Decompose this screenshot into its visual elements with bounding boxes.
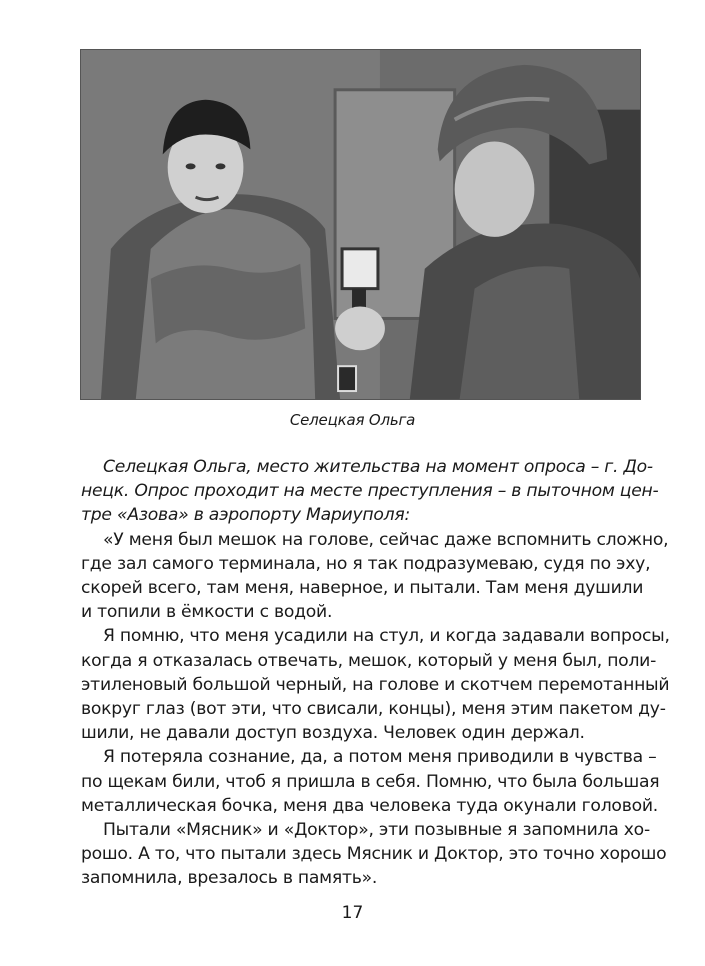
text-line: по щекам били, чтоб я пришла в себя. Помню, что была большая: [81, 771, 660, 792]
text-line: и топили в ёмкости с водой.: [81, 602, 333, 623]
main-text: [81, 455, 670, 891]
text-line: тре «Азова» в аэропорту Мариуполя:: [81, 505, 410, 526]
text-line: этиленовый большой черный, на голове и скотчем перемотанный: [81, 674, 670, 695]
text-line: где зал самого терминала, но я так подразумеваю, судя по эху,: [81, 553, 651, 574]
text-line: Селецкая Ольга, место жительства на момент опроса – г. До-: [103, 457, 653, 477]
text-line: Я потеряла сознание, да, а потом меня приводили в чувства –: [103, 747, 657, 768]
text-line: рошо. А то, что пытали здесь Мясник и Доктор, это точно хорошо: [81, 844, 667, 865]
text-line: вокруг глаз (вот эти, что свисали, концы), меня этим пакетом ду-: [81, 699, 666, 720]
text-line: скорей всего, там меня, наверное, и пытали. Там меня душили: [81, 578, 644, 599]
text-line: «У меня был мешок на голове, сейчас даже вспомнить сложно,: [103, 529, 669, 550]
text-line: Пытали «Мясник» и «Доктор», эти позывные я запомнила хо-: [103, 820, 650, 841]
text-line: запомнила, врезалось в память».: [81, 868, 378, 889]
page-number: 17: [341, 903, 364, 923]
text-line: нецк. Опрос проходит на месте преступления – в пыточном цен-: [81, 481, 659, 502]
text-line: Я помню, что меня усадили на стул, и когда задавали вопросы,: [103, 626, 670, 647]
text-line: металлическая бочка, меня два человека туда окунали головой.: [81, 795, 658, 816]
figure-caption: Селецкая Ольга: [289, 411, 416, 429]
interview-photo-image: [81, 50, 640, 399]
interview-photo: [80, 49, 641, 400]
text-line: когда я отказалась отвечать, мешок, который у меня был, поли-: [81, 650, 657, 671]
text-line: шили, не давали доступ воздуха. Человек один держал.: [81, 723, 585, 744]
